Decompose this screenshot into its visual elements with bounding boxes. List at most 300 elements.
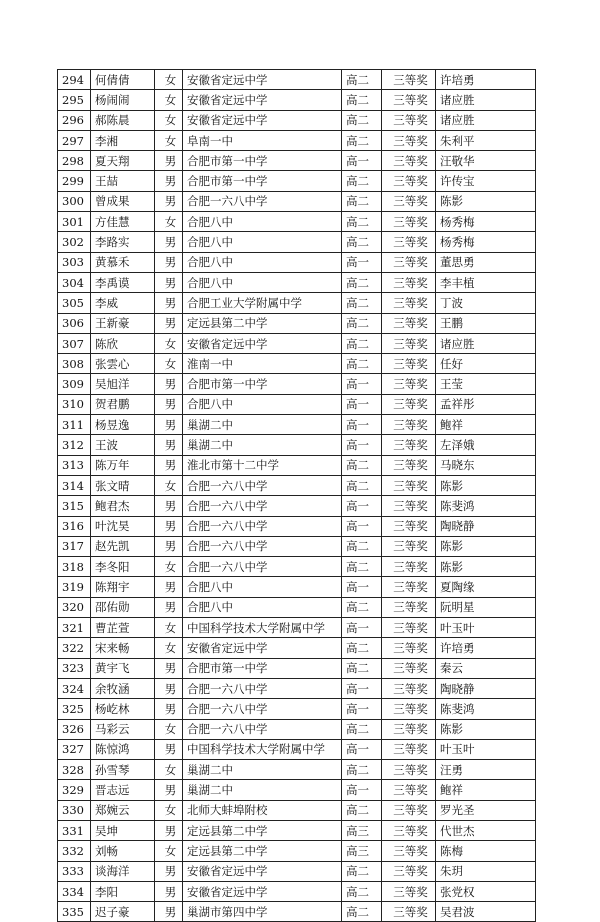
student-name-cell: 李威 <box>91 293 155 313</box>
table-row <box>58 618 536 638</box>
teacher-cell: 陈影 <box>436 191 536 211</box>
table-row <box>58 313 536 333</box>
award-level-cell: 三等奖 <box>382 638 436 658</box>
school-cell: 合肥八中 <box>183 597 342 617</box>
student-name-cell: 陈惊鸿 <box>91 739 155 759</box>
table-row <box>58 699 536 719</box>
teacher-cell: 诸应胜 <box>436 333 536 353</box>
teacher-cell: 汪敬华 <box>436 151 536 171</box>
student-name-cell: 张文晴 <box>91 475 155 495</box>
table-row <box>58 800 536 820</box>
student-name-cell: 李湘 <box>91 130 155 150</box>
teacher-cell: 陈影 <box>436 557 536 577</box>
grade-cell: 高一 <box>342 496 382 516</box>
gender-cell: 女 <box>155 841 183 861</box>
school-cell: 安徽省定远中学 <box>183 881 342 901</box>
award-level-cell: 三等奖 <box>382 333 436 353</box>
gender-cell: 男 <box>155 658 183 678</box>
gender-cell: 男 <box>155 374 183 394</box>
row-number-cell: 327 <box>58 739 91 759</box>
student-name-cell: 宋来畅 <box>91 638 155 658</box>
award-level-cell: 三等奖 <box>382 394 436 414</box>
award-level-cell: 三等奖 <box>382 577 436 597</box>
grade-cell: 高一 <box>342 151 382 171</box>
award-level-cell: 三等奖 <box>382 861 436 881</box>
gender-cell: 男 <box>155 252 183 272</box>
teacher-cell: 叶玉叶 <box>436 618 536 638</box>
row-number-cell: 333 <box>58 861 91 881</box>
award-level-cell: 三等奖 <box>382 70 436 90</box>
table-row <box>58 130 536 150</box>
grade-cell: 高二 <box>342 212 382 232</box>
award-level-cell: 三等奖 <box>382 272 436 292</box>
table-row <box>58 293 536 313</box>
grade-cell: 高一 <box>342 252 382 272</box>
student-name-cell: 余牧涵 <box>91 678 155 698</box>
teacher-cell: 马晓东 <box>436 455 536 475</box>
grade-cell: 高二 <box>342 293 382 313</box>
school-cell: 合肥八中 <box>183 577 342 597</box>
award-level-cell: 三等奖 <box>382 496 436 516</box>
student-name-cell: 陈欣 <box>91 333 155 353</box>
grade-cell: 高二 <box>342 658 382 678</box>
school-cell: 安徽省定远中学 <box>183 110 342 130</box>
school-cell: 安徽省定远中学 <box>183 861 342 881</box>
row-number-cell: 305 <box>58 293 91 313</box>
teacher-cell: 陶晓静 <box>436 516 536 536</box>
grade-cell: 高二 <box>342 719 382 739</box>
grade-cell: 高二 <box>342 881 382 901</box>
gender-cell: 男 <box>155 171 183 191</box>
grade-cell: 高一 <box>342 435 382 455</box>
award-level-cell: 三等奖 <box>382 536 436 556</box>
teacher-cell: 陈影 <box>436 475 536 495</box>
teacher-cell: 汪勇 <box>436 760 536 780</box>
award-level-cell: 三等奖 <box>382 820 436 840</box>
student-name-cell: 王喆 <box>91 171 155 191</box>
teacher-cell: 代世杰 <box>436 820 536 840</box>
gender-cell: 男 <box>155 516 183 536</box>
row-number-cell: 295 <box>58 90 91 110</box>
grade-cell: 高二 <box>342 557 382 577</box>
row-number-cell: 306 <box>58 313 91 333</box>
school-cell: 合肥一六八中学 <box>183 719 342 739</box>
table-row <box>58 151 536 171</box>
grade-cell: 高一 <box>342 374 382 394</box>
gender-cell: 男 <box>155 678 183 698</box>
grade-cell: 高三 <box>342 841 382 861</box>
student-name-cell: 郝陈晨 <box>91 110 155 130</box>
gender-cell: 女 <box>155 130 183 150</box>
grade-cell: 高二 <box>342 171 382 191</box>
gender-cell: 女 <box>155 110 183 130</box>
row-number-cell: 304 <box>58 272 91 292</box>
row-number-cell: 325 <box>58 699 91 719</box>
row-number-cell: 296 <box>58 110 91 130</box>
grade-cell: 高二 <box>342 760 382 780</box>
student-name-cell: 李禹谟 <box>91 272 155 292</box>
gender-cell: 男 <box>155 415 183 435</box>
grade-cell: 高一 <box>342 678 382 698</box>
school-cell: 合肥八中 <box>183 252 342 272</box>
school-cell: 中国科学技术大学附属中学 <box>183 618 342 638</box>
row-number-cell: 329 <box>58 780 91 800</box>
student-name-cell: 谈海洋 <box>91 861 155 881</box>
gender-cell: 男 <box>155 881 183 901</box>
teacher-cell: 陈梅 <box>436 841 536 861</box>
award-level-cell: 三等奖 <box>382 191 436 211</box>
gender-cell: 男 <box>155 313 183 333</box>
award-level-cell: 三等奖 <box>382 354 436 374</box>
award-level-cell: 三等奖 <box>382 110 436 130</box>
school-cell: 阜南一中 <box>183 130 342 150</box>
teacher-cell: 许培勇 <box>436 638 536 658</box>
school-cell: 安徽省定远中学 <box>183 638 342 658</box>
teacher-cell: 杨秀梅 <box>436 232 536 252</box>
award-level-cell: 三等奖 <box>382 293 436 313</box>
row-number-cell: 297 <box>58 130 91 150</box>
student-name-cell: 吴旭洋 <box>91 374 155 394</box>
row-number-cell: 326 <box>58 719 91 739</box>
row-number-cell: 319 <box>58 577 91 597</box>
school-cell: 合肥一六八中学 <box>183 516 342 536</box>
student-name-cell: 何倩倩 <box>91 70 155 90</box>
student-name-cell: 杨昱逸 <box>91 415 155 435</box>
awards-table-body <box>58 70 536 922</box>
school-cell: 合肥八中 <box>183 394 342 414</box>
row-number-cell: 307 <box>58 333 91 353</box>
table-row <box>58 496 536 516</box>
table-row <box>58 658 536 678</box>
teacher-cell: 张党权 <box>436 881 536 901</box>
grade-cell: 高一 <box>342 699 382 719</box>
teacher-cell: 陈斐鸿 <box>436 699 536 719</box>
award-level-cell: 三等奖 <box>382 719 436 739</box>
award-level-cell: 三等奖 <box>382 780 436 800</box>
grade-cell: 高一 <box>342 618 382 638</box>
table-row <box>58 678 536 698</box>
gender-cell: 男 <box>155 820 183 840</box>
award-level-cell: 三等奖 <box>382 374 436 394</box>
row-number-cell: 324 <box>58 678 91 698</box>
table-row <box>58 902 536 922</box>
award-level-cell: 三等奖 <box>382 597 436 617</box>
gender-cell: 男 <box>155 191 183 211</box>
school-cell: 合肥市第一中学 <box>183 171 342 191</box>
grade-cell: 高二 <box>342 272 382 292</box>
gender-cell: 女 <box>155 475 183 495</box>
row-number-cell: 309 <box>58 374 91 394</box>
grade-cell: 高二 <box>342 354 382 374</box>
row-number-cell: 312 <box>58 435 91 455</box>
table-row <box>58 110 536 130</box>
teacher-cell: 阮明星 <box>436 597 536 617</box>
row-number-cell: 298 <box>58 151 91 171</box>
school-cell: 定远县第二中学 <box>183 313 342 333</box>
teacher-cell: 秦云 <box>436 658 536 678</box>
gender-cell: 女 <box>155 638 183 658</box>
row-number-cell: 320 <box>58 597 91 617</box>
teacher-cell: 丁波 <box>436 293 536 313</box>
teacher-cell: 王莹 <box>436 374 536 394</box>
grade-cell: 高二 <box>342 191 382 211</box>
school-cell: 合肥市第一中学 <box>183 151 342 171</box>
row-number-cell: 322 <box>58 638 91 658</box>
grade-cell: 高二 <box>342 597 382 617</box>
row-number-cell: 328 <box>58 760 91 780</box>
row-number-cell: 331 <box>58 820 91 840</box>
student-name-cell: 陈翔宇 <box>91 577 155 597</box>
grade-cell: 高二 <box>342 455 382 475</box>
table-row <box>58 191 536 211</box>
teacher-cell: 鲍祥 <box>436 780 536 800</box>
row-number-cell: 301 <box>58 212 91 232</box>
row-number-cell: 303 <box>58 252 91 272</box>
gender-cell: 男 <box>155 597 183 617</box>
student-name-cell: 刘畅 <box>91 841 155 861</box>
grade-cell: 高二 <box>342 333 382 353</box>
school-cell: 中国科学技术大学附属中学 <box>183 739 342 759</box>
school-cell: 合肥市第一中学 <box>183 374 342 394</box>
school-cell: 淮南一中 <box>183 354 342 374</box>
teacher-cell: 孟祥彤 <box>436 394 536 414</box>
row-number-cell: 323 <box>58 658 91 678</box>
grade-cell: 高二 <box>342 902 382 922</box>
school-cell: 合肥八中 <box>183 212 342 232</box>
student-name-cell: 王新豪 <box>91 313 155 333</box>
award-level-cell: 三等奖 <box>382 739 436 759</box>
row-number-cell: 310 <box>58 394 91 414</box>
student-name-cell: 夏天翔 <box>91 151 155 171</box>
gender-cell: 男 <box>155 151 183 171</box>
award-level-cell: 三等奖 <box>382 800 436 820</box>
row-number-cell: 335 <box>58 902 91 922</box>
award-level-cell: 三等奖 <box>382 516 436 536</box>
teacher-cell: 许培勇 <box>436 70 536 90</box>
row-number-cell: 313 <box>58 455 91 475</box>
grade-cell: 高二 <box>342 800 382 820</box>
student-name-cell: 李阳 <box>91 881 155 901</box>
table-row <box>58 475 536 495</box>
table-row <box>58 881 536 901</box>
gender-cell: 男 <box>155 902 183 922</box>
table-row <box>58 841 536 861</box>
teacher-cell: 陈影 <box>436 536 536 556</box>
teacher-cell: 夏陶缘 <box>436 577 536 597</box>
student-name-cell: 赵先凯 <box>91 536 155 556</box>
gender-cell: 男 <box>155 232 183 252</box>
gender-cell: 女 <box>155 70 183 90</box>
award-level-cell: 三等奖 <box>382 902 436 922</box>
award-level-cell: 三等奖 <box>382 618 436 638</box>
gender-cell: 女 <box>155 90 183 110</box>
table-row <box>58 455 536 475</box>
student-name-cell: 邵佑勋 <box>91 597 155 617</box>
school-cell: 合肥一六八中学 <box>183 191 342 211</box>
table-row <box>58 232 536 252</box>
award-level-cell: 三等奖 <box>382 455 436 475</box>
table-row <box>58 374 536 394</box>
teacher-cell: 诸应胜 <box>436 90 536 110</box>
row-number-cell: 314 <box>58 475 91 495</box>
row-number-cell: 317 <box>58 536 91 556</box>
student-name-cell: 马彩云 <box>91 719 155 739</box>
teacher-cell: 李丰植 <box>436 272 536 292</box>
school-cell: 安徽省定远中学 <box>183 70 342 90</box>
awards-table <box>57 69 536 922</box>
award-level-cell: 三等奖 <box>382 232 436 252</box>
award-level-cell: 三等奖 <box>382 130 436 150</box>
award-level-cell: 三等奖 <box>382 90 436 110</box>
table-row <box>58 577 536 597</box>
student-name-cell: 迟子豪 <box>91 902 155 922</box>
gender-cell: 女 <box>155 557 183 577</box>
school-cell: 合肥一六八中学 <box>183 557 342 577</box>
school-cell: 合肥一六八中学 <box>183 699 342 719</box>
gender-cell: 男 <box>155 861 183 881</box>
gender-cell: 男 <box>155 780 183 800</box>
award-level-cell: 三等奖 <box>382 475 436 495</box>
school-cell: 合肥一六八中学 <box>183 475 342 495</box>
school-cell: 合肥八中 <box>183 272 342 292</box>
school-cell: 合肥八中 <box>183 232 342 252</box>
student-name-cell: 张雲心 <box>91 354 155 374</box>
table-row <box>58 820 536 840</box>
table-row <box>58 597 536 617</box>
teacher-cell: 陶晓静 <box>436 678 536 698</box>
award-level-cell: 三等奖 <box>382 313 436 333</box>
table-row <box>58 70 536 90</box>
grade-cell: 高二 <box>342 313 382 333</box>
row-number-cell: 318 <box>58 557 91 577</box>
grade-cell: 高二 <box>342 130 382 150</box>
table-row <box>58 536 536 556</box>
table-row <box>58 272 536 292</box>
row-number-cell: 294 <box>58 70 91 90</box>
student-name-cell: 郑婉云 <box>91 800 155 820</box>
teacher-cell: 许传宝 <box>436 171 536 191</box>
table-row <box>58 333 536 353</box>
gender-cell: 男 <box>155 699 183 719</box>
school-cell: 安徽省定远中学 <box>183 90 342 110</box>
table-row <box>58 638 536 658</box>
table-row <box>58 171 536 191</box>
table-row <box>58 760 536 780</box>
row-number-cell: 316 <box>58 516 91 536</box>
school-cell: 合肥一六八中学 <box>183 496 342 516</box>
gender-cell: 男 <box>155 496 183 516</box>
grade-cell: 高三 <box>342 820 382 840</box>
table-row <box>58 90 536 110</box>
teacher-cell: 吴君波 <box>436 902 536 922</box>
school-cell: 巢湖二中 <box>183 435 342 455</box>
gender-cell: 男 <box>155 536 183 556</box>
grade-cell: 高二 <box>342 475 382 495</box>
award-level-cell: 三等奖 <box>382 841 436 861</box>
row-number-cell: 300 <box>58 191 91 211</box>
row-number-cell: 299 <box>58 171 91 191</box>
table-row <box>58 739 536 759</box>
gender-cell: 女 <box>155 760 183 780</box>
grade-cell: 高二 <box>342 638 382 658</box>
school-cell: 巢湖二中 <box>183 415 342 435</box>
gender-cell: 男 <box>155 435 183 455</box>
student-name-cell: 王波 <box>91 435 155 455</box>
award-level-cell: 三等奖 <box>382 658 436 678</box>
gender-cell: 女 <box>155 800 183 820</box>
teacher-cell: 左泽娥 <box>436 435 536 455</box>
table-row <box>58 557 536 577</box>
teacher-cell: 叶玉叶 <box>436 739 536 759</box>
teacher-cell: 陈影 <box>436 719 536 739</box>
grade-cell: 高二 <box>342 90 382 110</box>
school-cell: 巢湖市第四中学 <box>183 902 342 922</box>
award-level-cell: 三等奖 <box>382 151 436 171</box>
award-level-cell: 三等奖 <box>382 171 436 191</box>
student-name-cell: 杨闹闹 <box>91 90 155 110</box>
teacher-cell: 罗光圣 <box>436 800 536 820</box>
grade-cell: 高二 <box>342 536 382 556</box>
school-cell: 合肥工业大学附属中学 <box>183 293 342 313</box>
row-number-cell: 321 <box>58 618 91 638</box>
student-name-cell: 李路实 <box>91 232 155 252</box>
row-number-cell: 302 <box>58 232 91 252</box>
school-cell: 合肥一六八中学 <box>183 678 342 698</box>
grade-cell: 高一 <box>342 739 382 759</box>
gender-cell: 男 <box>155 272 183 292</box>
award-level-cell: 三等奖 <box>382 760 436 780</box>
student-name-cell: 晋志远 <box>91 780 155 800</box>
award-level-cell: 三等奖 <box>382 881 436 901</box>
row-number-cell: 311 <box>58 415 91 435</box>
gender-cell: 女 <box>155 618 183 638</box>
teacher-cell: 杨秀梅 <box>436 212 536 232</box>
row-number-cell: 332 <box>58 841 91 861</box>
grade-cell: 高一 <box>342 780 382 800</box>
award-level-cell: 三等奖 <box>382 557 436 577</box>
student-name-cell: 曹芷萱 <box>91 618 155 638</box>
teacher-cell: 朱玥 <box>436 861 536 881</box>
award-level-cell: 三等奖 <box>382 699 436 719</box>
award-level-cell: 三等奖 <box>382 252 436 272</box>
table-row <box>58 354 536 374</box>
school-cell: 定远县第二中学 <box>183 820 342 840</box>
table-row <box>58 415 536 435</box>
gender-cell: 男 <box>155 455 183 475</box>
student-name-cell: 吴坤 <box>91 820 155 840</box>
grade-cell: 高一 <box>342 577 382 597</box>
student-name-cell: 陈万年 <box>91 455 155 475</box>
school-cell: 定远县第二中学 <box>183 841 342 861</box>
teacher-cell: 陈斐鸿 <box>436 496 536 516</box>
gender-cell: 女 <box>155 333 183 353</box>
student-name-cell: 曾成果 <box>91 191 155 211</box>
school-cell: 北师大蚌埠附校 <box>183 800 342 820</box>
award-level-cell: 三等奖 <box>382 415 436 435</box>
school-cell: 淮北市第十二中学 <box>183 455 342 475</box>
row-number-cell: 308 <box>58 354 91 374</box>
teacher-cell: 王鹏 <box>436 313 536 333</box>
student-name-cell: 杨屹林 <box>91 699 155 719</box>
teacher-cell: 朱利平 <box>436 130 536 150</box>
table-row <box>58 394 536 414</box>
grade-cell: 高二 <box>342 110 382 130</box>
student-name-cell: 方佳慧 <box>91 212 155 232</box>
teacher-cell: 任好 <box>436 354 536 374</box>
school-cell: 巢湖二中 <box>183 780 342 800</box>
table-row <box>58 252 536 272</box>
award-level-cell: 三等奖 <box>382 678 436 698</box>
